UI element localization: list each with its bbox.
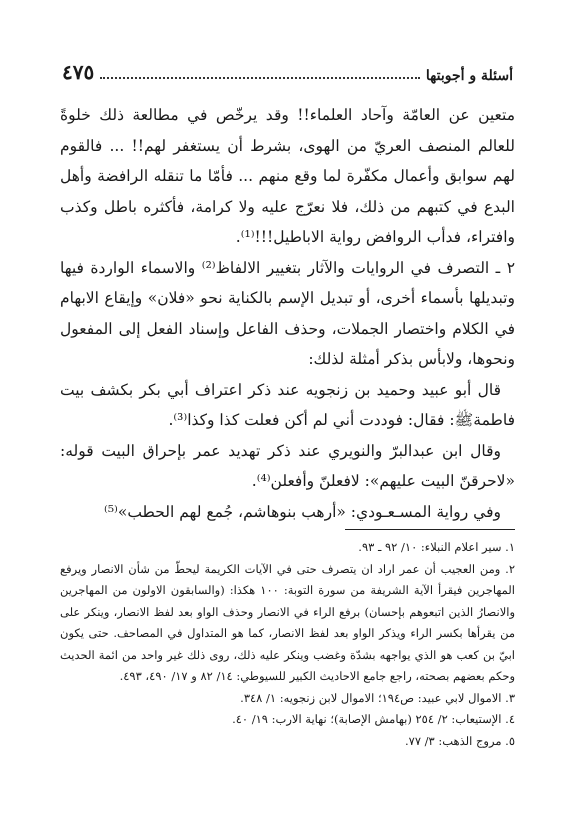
paragraph-masudi: وفي رواية المسـعـودي: «أرهب بنوهاشم، جُمع لهم الحطب»⁽⁵⁾ [104, 502, 501, 521]
footnotes [60, 529, 515, 752]
main-text [60, 100, 515, 527]
footnote-4: ٤. الإستيعاب: ٢/ ٢٥٤ (بهامش الإصابة)؛ نهاية الارب: ١٩/ ٤٠. [232, 712, 515, 726]
chapter-title: أسئلة و أجوبتها [425, 68, 513, 84]
footnote-2: ٢. ومن العجيب أن عمر اراد ان يتصرف حتى في الآيات الكريمة ليحطّ من شأن الانصار ويرفع المهاجرين فيقرأ الآية الشريفة من سورة التوبة: ١٠٠ هكذا: (والسابقون الاولون من المهاجرين والانصارُ الذين اتبعوهم بإحسان) برفع الراء في الانصار وحذف الواو بعد لفظ الانصار، وينكر على من يقرأها بكسر الراء ويذكر الواو بعد لفظ الانصار، كما هو المتداول في المصاحف. حتى يكون ابيّ بن كعب هو الذي يواجهه بشدّة وغضب وينكر عليه ذلك، روى ذلك غير واحد من ائمة الحديث وحكم بعضهم بصحته، راجع جامع الاحاديث الكبير للسيوطي: ١٤/ ٨٢ و ١٧/ ٤٩٠، ٤٩٣. [60, 561, 515, 683]
footnote-3: ٣. الاموال لابي عبيد: ص١٩٤؛ الاموال لابن زنجويه: ١/ ٣٤٨. [240, 690, 515, 705]
page-number: ٤٧٥ [62, 60, 95, 84]
paragraph-abu-ubaid: قال أبو عبيد وحميد بن زنجويه عند ذكر اعتراف أبي بكر بكشف بيت فاطمةﷺ: فقال: فوددت أني لم أكن فعلت كذا وكذا⁽³⁾. [60, 380, 515, 429]
paragraph-ibn-abdulbarr: وقال ابن عبدالبرّ والنويري عند ذكر تهديد عمر بإحراق البيت قوله: «لاحرقنّ البيت عليهم»: لافعلنّ وأفعلن⁽⁴⁾. [60, 441, 515, 490]
footnote-5: ٥. مروج الذهب: ٣/ ٧٧. [405, 733, 515, 748]
paragraph-point-2: ٢ ـ التصرف في الروايات والآثار بتغيير الالفاظ⁽²⁾ والاسماء الواردة فيها وتبديلها بأسماء أخرى، أو تبديل الإسم بالكناية نحو «فلان» وإيقاع الابهام في الكلام واختصار الجملات، وحذف الفاعل وإسناد الفعل إلى المفعول ونحوها، ولابأس بذكر أمثلة لذلك: [60, 258, 516, 368]
paragraph-continuation: متعين عن العامّة وآحاد العلماء!! وقد يرخّص في مطالعة ذلك خلوةً للعالم المنصف العريّ من الهوى، بشرط أن يستغفر لهم!! ... فالقوم لهم سوابق وأعمال مكفّرة لما وقع منهم ... فأمّا ما تنقله الرافضة وأهل البدع في كتبهم من ذلك، فلا نعرّج عليه ولا كرامة، فأكثره باطل وكذب وافتراء، فدأب الروافض رواية الاباطيل!!!⁽¹⁾. [60, 106, 515, 246]
footnote-divider [345, 529, 515, 530]
running-header [62, 60, 513, 84]
footnote-1: ١. سير اعلام النبلاء: ١٠/ ٩٢ ـ ٩٣. [358, 540, 515, 554]
leader-dots [100, 77, 420, 79]
